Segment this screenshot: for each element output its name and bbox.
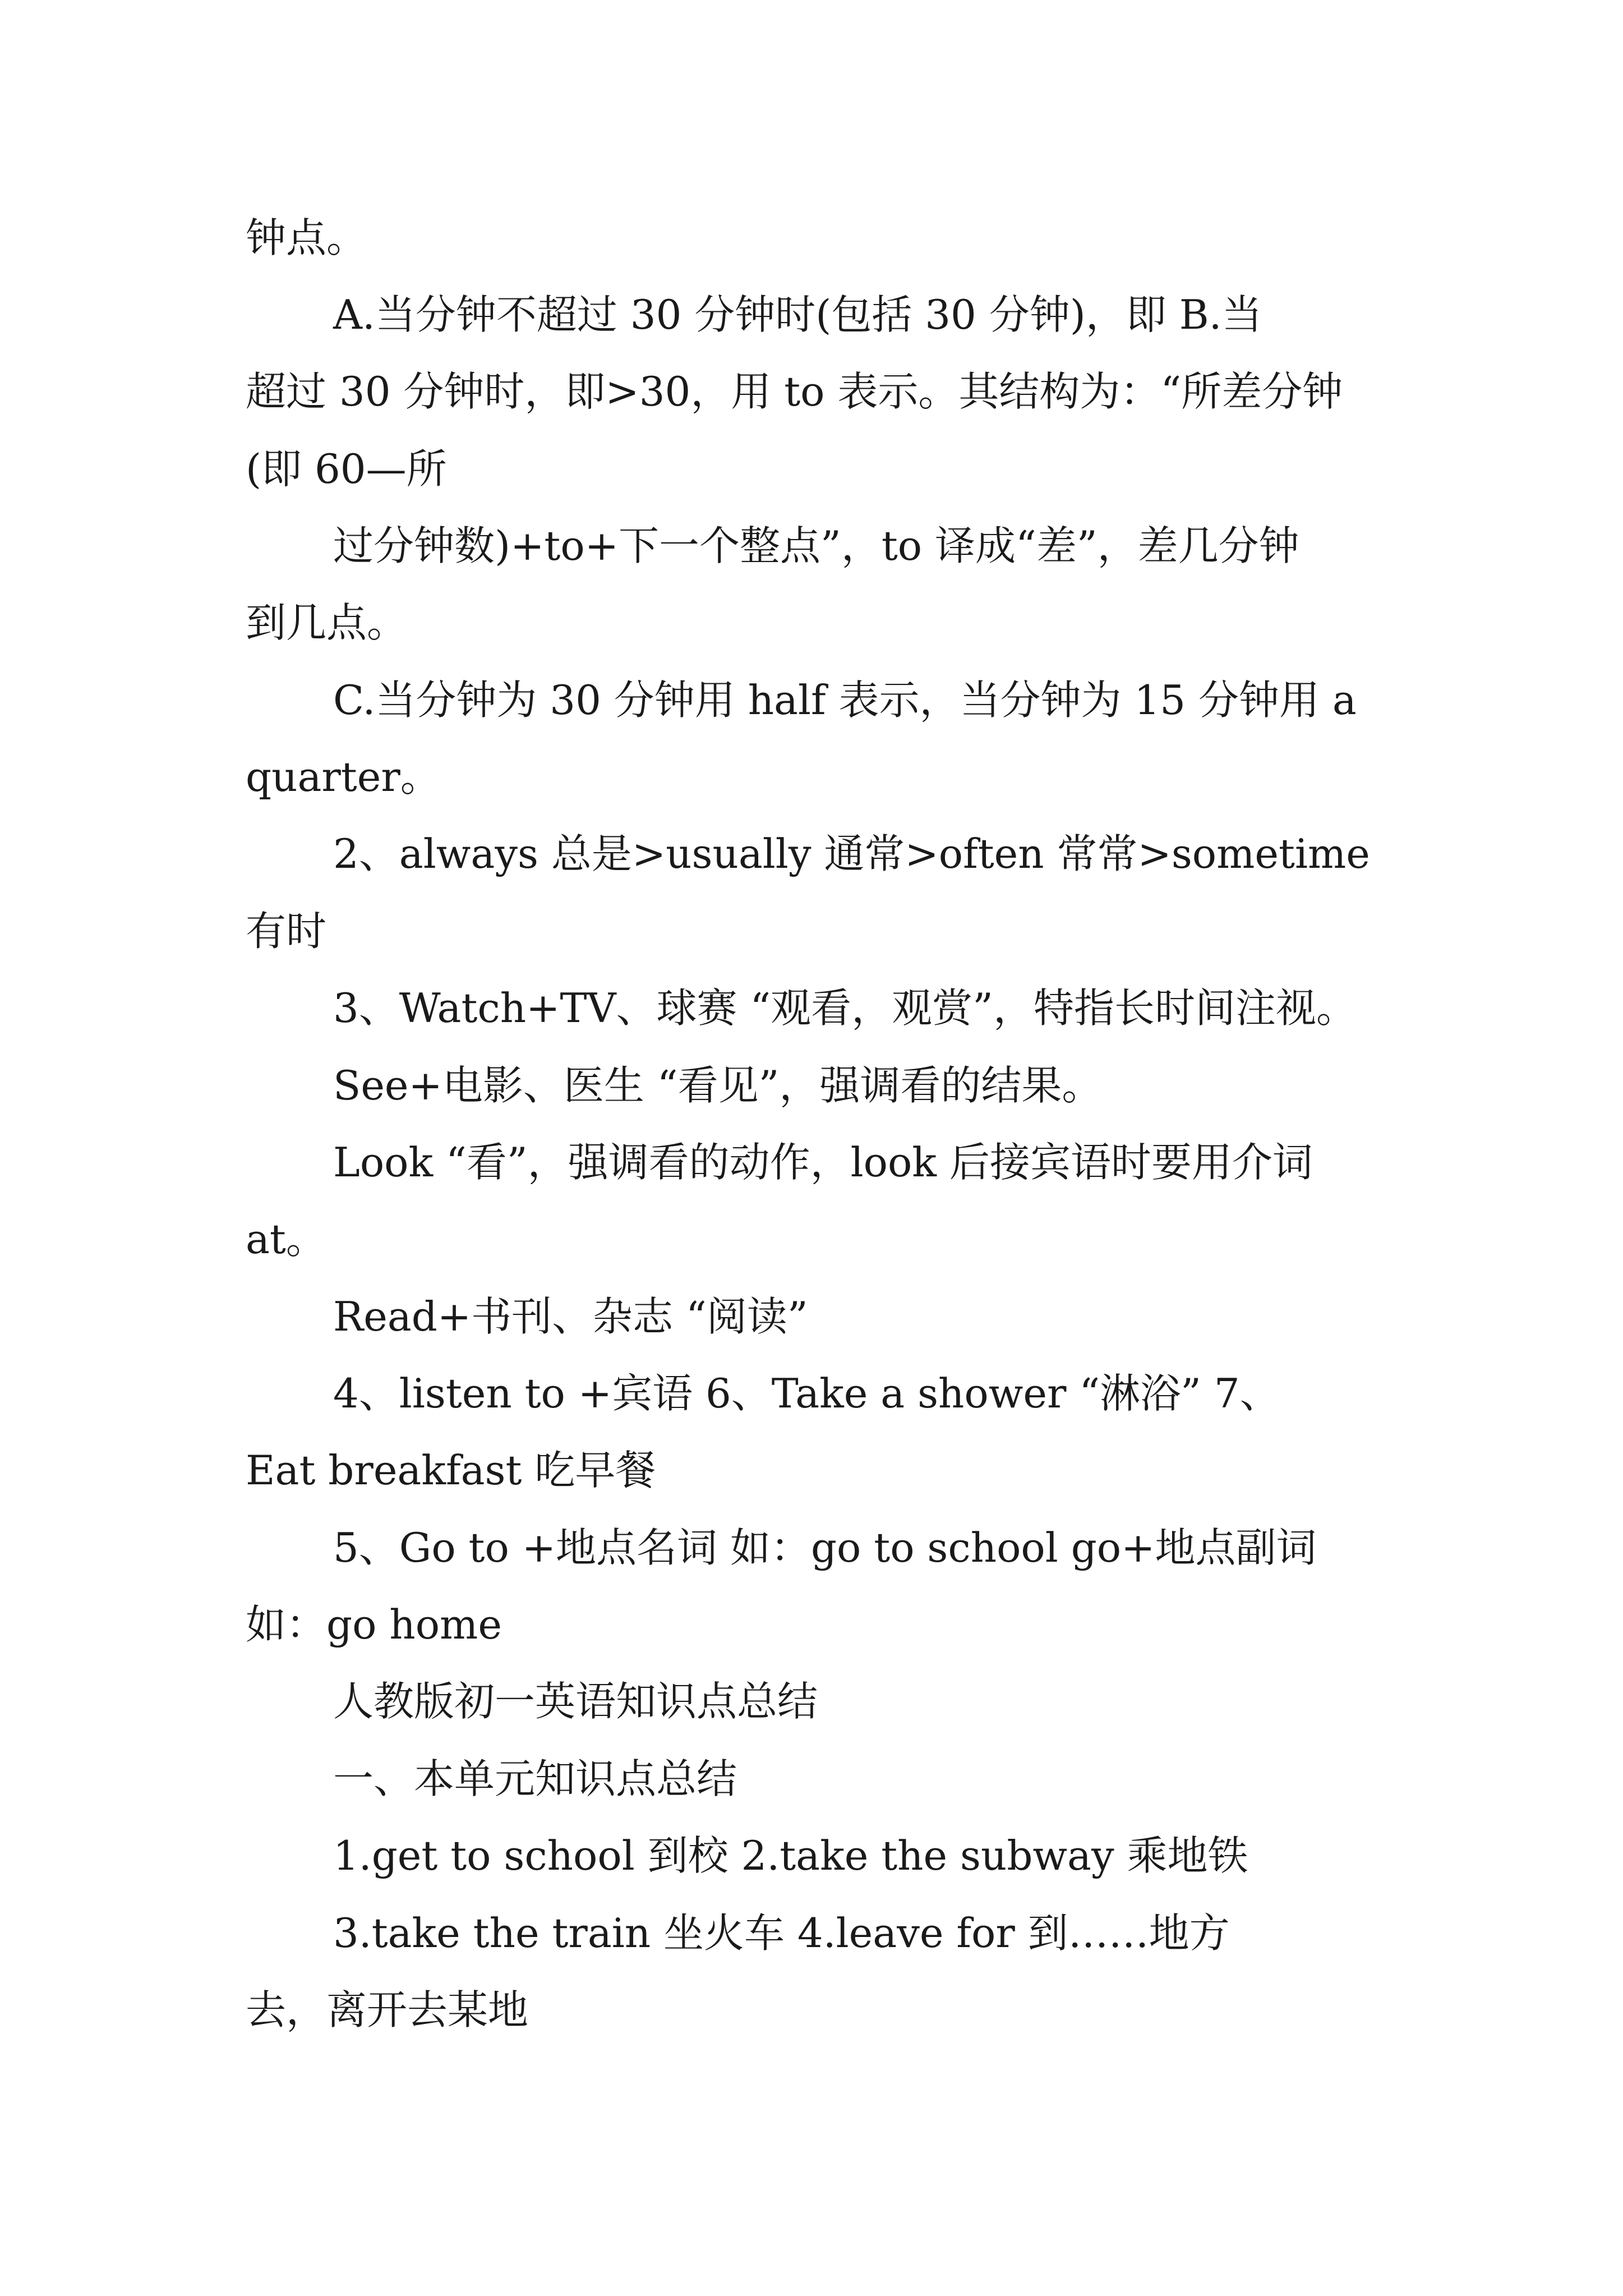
text-line-3: 超过 30 分钟时，即>30，用 to 表示。其结构为：“所差分钟 [246, 368, 1343, 415]
text-line-22: 1.get to school 到校 2.take the subway 乘地铁 [333, 1832, 1248, 1879]
text-line-8: quarter。 [246, 753, 441, 800]
text-line-18: 5、Go to +地点名词 如：go to school go+地点副词 [333, 1524, 1317, 1571]
text-line-23: 3.take the train 坐火车 4.leave for 到……地方 [333, 1910, 1230, 1957]
text-line-19: 如：go home [246, 1601, 502, 1648]
text-line-11: 3、Watch+TV、球赛 “观看，观赏”，特指长时间注视。 [333, 984, 1357, 1032]
text-line-9: 2、always 总是>usually 通常>often 常常>sometime [333, 830, 1370, 877]
text-line-10: 有时 [246, 908, 327, 955]
text-line-20: 人教版初一英语知识点总结 [333, 1678, 818, 1725]
text-line-7: C.当分钟为 30 分钟用 half 表示，当分钟为 15 分钟用 a [333, 677, 1357, 724]
text-line-13: Look “看”，强调看的动作，look 后接宾语时要用介词 [333, 1139, 1313, 1186]
text-line-1: 钟点。 [246, 214, 367, 261]
text-line-6: 到几点。 [246, 599, 408, 646]
text-line-16: 4、listen to +宾语 6、Take a shower “淋浴” 7、 [333, 1370, 1280, 1417]
text-line-21: 一、本单元知识点总结 [333, 1755, 737, 1802]
text-line-2: A.当分钟不超过 30 分钟时(包括 30 分钟)，即 B.当 [333, 291, 1262, 338]
text-line-24: 去，离开去某地 [246, 1986, 529, 2033]
text-line-17: Eat breakfast 吃早餐 [246, 1447, 656, 1494]
text-line-14: at。 [246, 1216, 326, 1263]
text-line-5: 过分钟数)+to+下一个整点”，to 译成“差”，差几分钟 [333, 522, 1299, 569]
text-line-12: See+电影、医生 “看见”，强调看的结果。 [333, 1062, 1103, 1109]
text-line-4: (即 60—所 [246, 445, 447, 493]
text-line-15: Read+书刊、杂志 “阅读” [333, 1293, 808, 1340]
